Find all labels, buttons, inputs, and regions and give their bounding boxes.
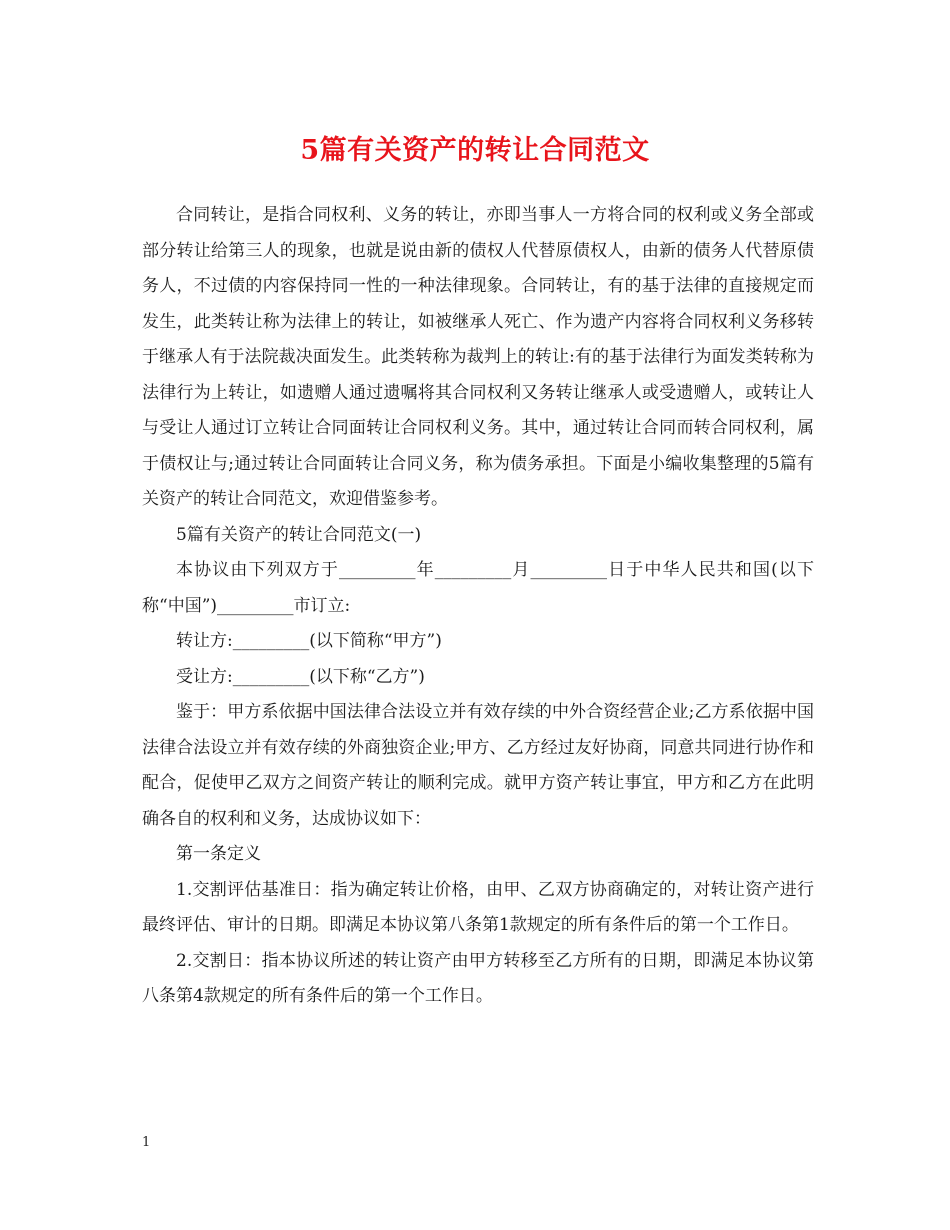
definition-item: 1.交割评估基准日：指为确定转让价格，由甲、乙双方协商确定的，对转让资产进行最终评估、审计的日期。即满足本协议第八条第1款规定的所有条件后的第一个工作日。 bbox=[142, 879, 814, 935]
document-body bbox=[142, 198, 814, 1015]
transferee-line: 受让方:_________(以下称“乙方”) bbox=[176, 666, 425, 687]
definition-item: 2.交割日：指本协议所述的转让资产由甲方转移至乙方所有的日期，即满足本协议第八条第4款规定的所有条件后的第一个工作日。 bbox=[142, 950, 814, 1006]
recital-paragraph: 鉴于：甲方系依据中国法律合法设立并有效存续的中外合资经营企业;乙方系依据中国法律合法设立并有效存续的外商独资企业;甲方、乙方经过友好协商，同意共同进行协作和配合，促使甲乙双方之间资产转让的顺利完成。就甲方资产转让事宜，甲方和乙方在此明确各自的权利和义务，达成协议如下： bbox=[142, 702, 814, 829]
intro-paragraph: 合同转让，是指合同权利、义务的转让，亦即当事人一方将合同的权利或义务全部或部分转让给第三人的现象，也就是说由新的债权人代替原债权人，由新的债务人代替原债务人，不过债的内容保持同一性的一种法律现象。合同转让，有的基于法律的直接规定而发生，此类转让称为法律上的转让，如被继承人死亡、作为遗产内容将合同权利义务移转于继承人有于法院裁决面发生。此类转称为裁判上的转让:有的基于法律行为面发类转称为法律行为上转让，如遗赠人通过遗嘱将其合同权利又务转让继承人或受遗赠人，或转让人与受让人通过订立转让合同面转让合同权利义务。其中，通过转让合同而转合同权利，属于债权让与;通过转让合同面转让合同义务，称为债务承担。下面是小编收集整理的5篇有关资产的转让合同范文，欢迎借鉴参考。 bbox=[142, 205, 814, 509]
page-number: 1 bbox=[142, 1135, 151, 1150]
document-title: 5篇有关资产的转让合同范文 bbox=[300, 135, 650, 166]
agreement-preamble: 本协议由下列双方于_________年_________月_________日于中华人民共和国(以下称“中国”)_________市订立: bbox=[142, 560, 814, 616]
article-heading: 第一条定义 bbox=[176, 844, 261, 864]
section-heading: 5篇有关资产的转让合同范文(一) bbox=[176, 524, 422, 545]
transferor-line: 转让方:_________(以下简称“甲方”) bbox=[176, 631, 442, 651]
